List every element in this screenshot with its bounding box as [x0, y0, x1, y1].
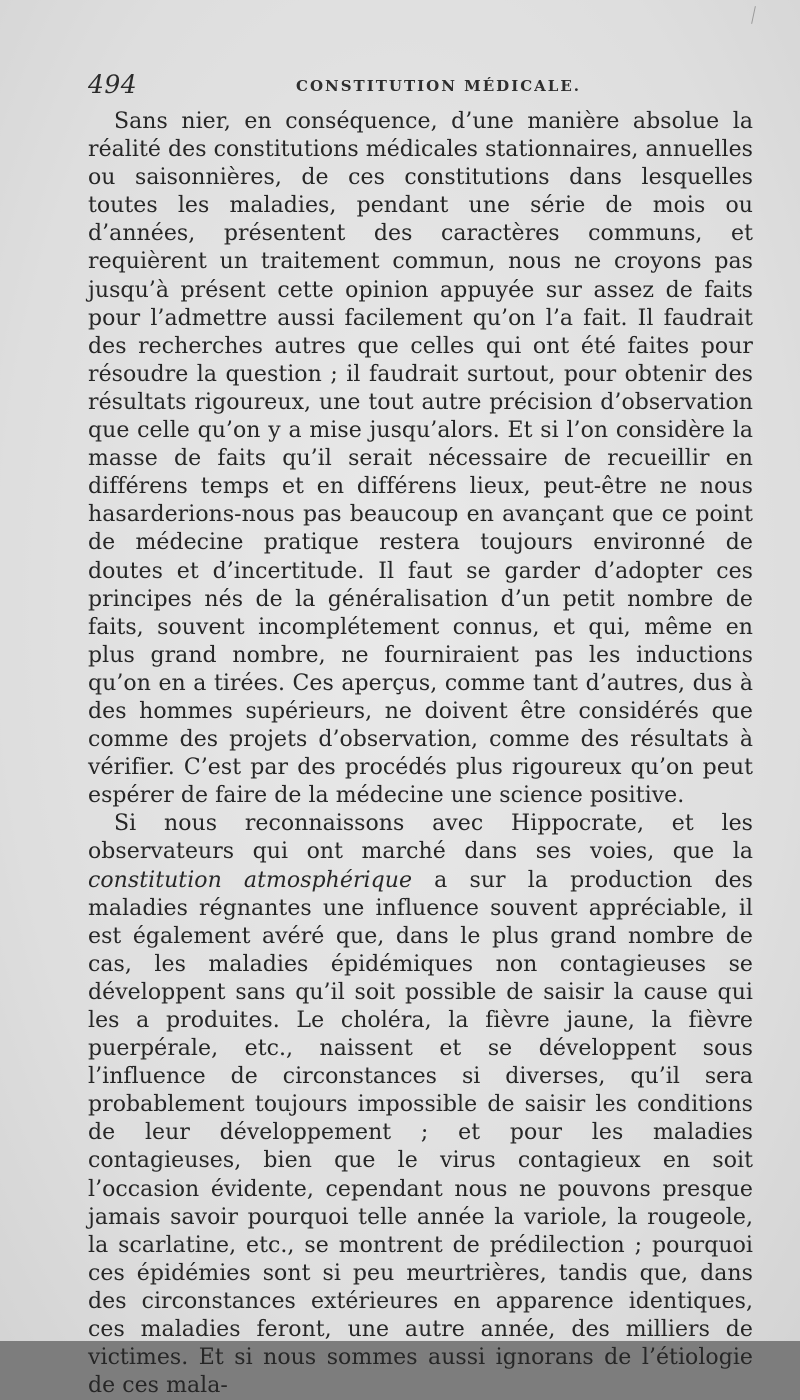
running-title: CONSTITUTION MÉDICALE. — [296, 77, 581, 95]
paragraph-2-italic-term: constitution atmosphérique — [88, 867, 413, 893]
paragraph-2 — [88, 810, 753, 1400]
paragraph-2-text-start: Si nous reconnaissons avec Hippocrate, et les observateurs qui ont marché dans ses voies, que la — [88, 811, 753, 865]
page-header — [88, 70, 753, 102]
page-mark — [751, 6, 756, 24]
paragraph-2-text-end: a sur la production des maladies régnantes une influence souvent appréciable, il est également avéré que, dans le plus grand nombre de cas, les maladies épidémiques non contagieuses se développent sans qu’il soit possible de saisir la cause qui les a produites. Le choléra, la fièvre jaune, la fièvre puerpérale, etc., naissent et se développent sous l’influence de circonstances si diverses, qu’il sera probablement toujours impossible de saisir les conditions de leur développement ; et pour les maladies contagieuses, bien que le virus contagieux en soit l’occasion évidente, cependant nous ne pouvons presque jamais savoir pourquoi telle année la variole, la rougeole, la scarlatine, etc., se montrent de prédilection ; pourquoi ces épidémies sont si peu meurtrières, tandis que, dans des circonstances extérieures en apparence identiques, ces maladies feront, une autre année, des milliers de victimes. Et si nous sommes aussi ignorans de l’étiologie de ces mala- — [88, 867, 754, 1399]
paragraph-1: Sans nier, en conséquence, d’une manière absolue la réalité des constitutions médicales stationnaires, annuelles ou saisonnières, de ces constitutions dans lesquelles toutes les maladies, pendant une série de mois ou d’années, présentent des caractères communs, et requièrent un traitement commun, nous ne croyons pas jusqu’à présent cette opinion appuyée sur assez de faits pour l’admettre aussi facilement qu’on l’a fait. Il faudrait des recherches autres que celles qui ont été faites pour résoudre la question ; il faudrait surtout, pour obtenir des résultats rigoureux, une tout autre précision d’observation que celle qu’on y a mise jusqu’alors. Et si l’on considère la masse de faits qu’il serait nécessaire de recueillir en différens temps et en différens lieux, peut-être ne nous hasarderions-nous pas beaucoup en avançant que ce point de médecine pratique restera toujours environné de doutes et d’incertitude. Il faut se garder d’adopter ces principes nés de la généralisation d’un petit nombre de faits, souvent incomplétement connus, et qui, même en plus grand nombre, ne fourniraient pas les inductions qu’on en a tirées. Ces aperçus, comme tant d’autres, dus à des hommes supérieurs, ne doivent être considérés que comme des projets d’observation, comme des résultats à vérifier. C’est par des procédés plus rigoureux qu’on peut espérer de faire de la médecine une science positive. — [88, 109, 753, 809]
body-text — [88, 108, 753, 1400]
page-number: 494 — [88, 70, 138, 99]
